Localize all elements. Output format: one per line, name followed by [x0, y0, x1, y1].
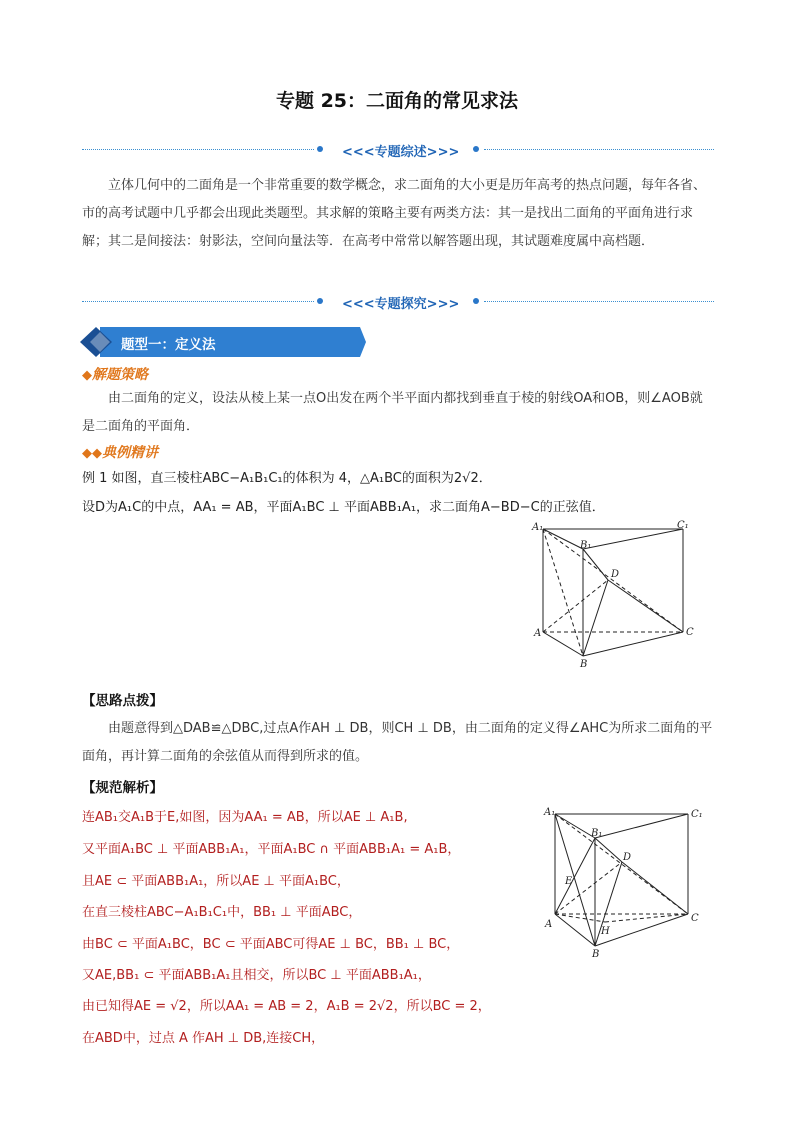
vertex-label: A₁ — [544, 807, 556, 818]
page-title: 专题 25：二面角的常见求法 — [275, 90, 519, 112]
vertex-label: B₁ — [591, 828, 603, 839]
vertex-label: B₁ — [580, 540, 592, 551]
solution-line: 由已知得AE = √2，所以AA₁ = AB = 2，A₁B = 2√2，所以BC = 2， — [82, 999, 491, 1014]
solution-line: 由BC ⊂ 平面A₁BC，BC ⊂ 平面ABC可得AE ⊥ BC，BB₁ ⊥ BC， — [82, 937, 460, 952]
vertex-label: C₁ — [691, 809, 703, 820]
example-line-1: 例 1 如图，直三棱柱ABC−A₁B₁C₁的体积为 4，△A₁BC的面积为2√2． — [82, 471, 492, 486]
divider-left — [82, 301, 314, 302]
solution-heading: 【规范解析】 — [82, 780, 163, 796]
solution-line: 又AE,BB₁ ⊂ 平面ABB₁A₁且相交，所以BC ⊥ 平面ABB₁A₁， — [82, 968, 431, 983]
vertex-label: C₁ — [677, 520, 689, 531]
vertex-label: E — [565, 876, 573, 887]
vertex-label: B — [592, 949, 600, 960]
type1-banner-label: 题型一：定义法 — [121, 337, 216, 353]
solution-line: 且AE ⊂ 平面ABB₁A₁，所以AE ⊥ 平面A₁BC， — [82, 874, 350, 889]
vertex-label: C — [691, 913, 699, 924]
divider-dot — [317, 146, 323, 152]
divider-dot — [317, 298, 323, 304]
vertex-label: A — [534, 628, 542, 639]
prism-figure-1 — [528, 518, 698, 668]
overview-paragraph: 立体几何中的二面角是一个非常重要的数学概念，求二面角的大小更是历年高考的热点问题，每年各省、市的高考试题中几乎都会出现此类题型。其求解的策略主要有两类方法：其一是找出二面角的平面角进行求解；其二是间接法：射影法，空间向量法等．在高考中常常以解答题出现，其试题难度属中高档题． — [82, 178, 707, 249]
divider-dot — [473, 146, 479, 152]
diamond-icon: ◆ — [92, 446, 102, 461]
divider-dot — [473, 298, 479, 304]
section-overview-heading: <<<专题综述>>> — [342, 145, 460, 160]
vertex-label: H — [601, 926, 610, 937]
vertex-label: B — [580, 659, 588, 668]
diamond-icon: ◆ — [82, 446, 92, 461]
solution-line: 连AB₁交A₁B于E,如图，因为AA₁ = AB，所以AE ⊥ A₁B, — [82, 810, 408, 825]
solution-line: 又平面A₁BC ⊥ 平面ABB₁A₁，平面A₁BC ∩ 平面ABB₁A₁ = A₁B， — [82, 842, 461, 857]
vertex-label: A₁ — [532, 522, 544, 533]
hint-heading: 【思路点拨】 — [82, 693, 163, 709]
vertex-label: D — [623, 852, 632, 863]
strategy-tag — [82, 364, 148, 384]
solution-line: 在直三棱柱ABC−A₁B₁C₁中，BB₁ ⊥ 平面ABC， — [82, 905, 362, 920]
vertex-label: C — [686, 627, 694, 638]
solution-line: 在ABD中，过点 A 作AH ⊥ DB,连接CH， — [82, 1031, 325, 1046]
example-tag — [82, 442, 158, 462]
strategy-paragraph: 由二面角的定义，设法从棱上某一点O出发在两个半平面内都找到垂直于棱的射线OA和OB，则∠AOB就是二面角的平面角． — [82, 391, 703, 434]
strategy-tag-label: 解题策略 — [92, 367, 148, 383]
vertex-label: D — [611, 569, 620, 580]
divider-right — [484, 301, 714, 302]
example-tag-label: 典例精讲 — [102, 445, 158, 461]
divider-right — [484, 149, 714, 150]
divider-left — [82, 149, 314, 150]
hint-paragraph: 由题意得到△DAB≌△DBC,过点A作AH ⊥ DB，则CH ⊥ DB，由二面角的定义得∠AHC为所求二面角的平面角，再计算二面角的余弦值从而得到所求的值。 — [82, 721, 713, 764]
prism-figure-2 — [540, 804, 710, 964]
section-explore-heading: <<<专题探究>>> — [342, 297, 460, 312]
vertex-label: A — [545, 919, 553, 930]
diamond-icon: ◆ — [82, 368, 92, 383]
example-line-2: 设D为A₁C的中点，AA₁ = AB，平面A₁BC ⊥ 平面ABB₁A₁，求二面角A−BD−C的正弦值． — [82, 500, 605, 515]
